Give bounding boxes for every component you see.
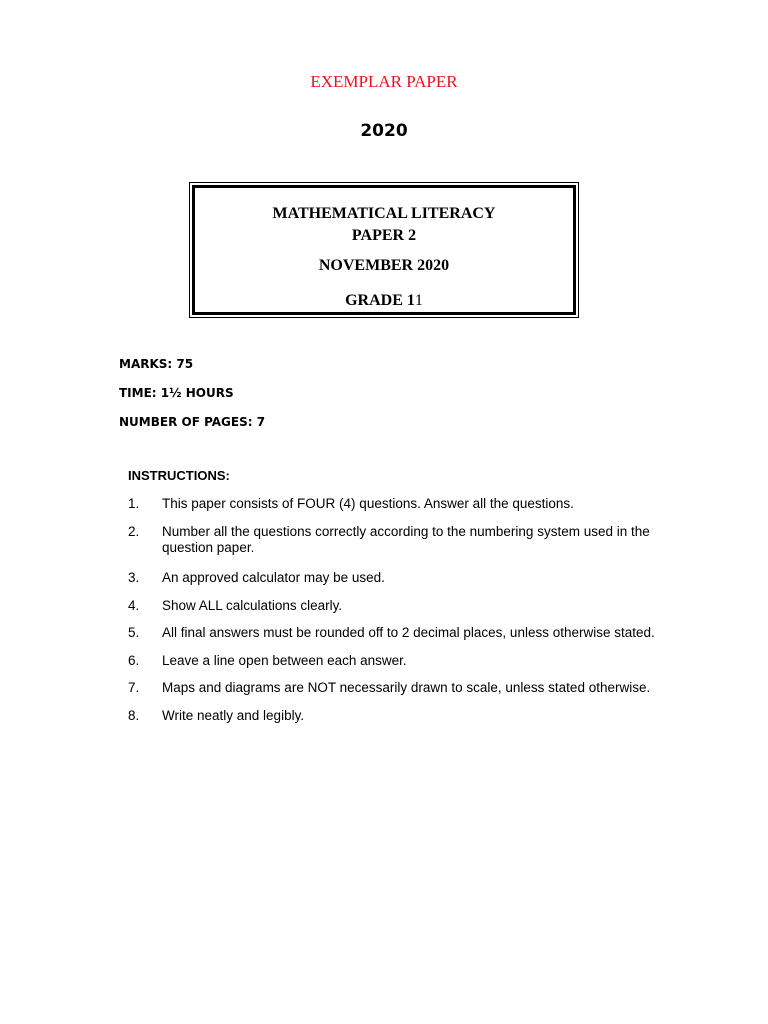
- grade-prefix: GRADE 1: [345, 292, 415, 309]
- instruction-text: Maps and diagrams are NOT necessarily drawn to scale, unless stated otherwise.: [162, 680, 651, 695]
- instruction-item: [128, 598, 688, 614]
- instruction-number: 3.: [128, 570, 140, 585]
- instruction-number: 2.: [128, 524, 140, 539]
- paper-year: 2020: [360, 121, 408, 141]
- title-box: [189, 182, 579, 318]
- instruction-number: 6.: [128, 653, 140, 668]
- instruction-text: All final answers must be rounded off to 2 decimal places, unless otherwise stated.: [162, 625, 655, 640]
- paper-number: PAPER 2: [351, 227, 417, 244]
- instruction-item: [128, 680, 688, 696]
- title-box-inner: [192, 185, 576, 315]
- instruction-text: An approved calculator may be used.: [162, 570, 385, 585]
- instruction-number: 8.: [128, 708, 140, 723]
- instruction-number: 7.: [128, 680, 140, 695]
- instruction-text: Number all the questions correctly according to the numbering system used in the question paper.: [162, 524, 650, 555]
- instruction-text: Leave a line open between each answer.: [162, 653, 407, 668]
- grade-suffix: 1: [414, 292, 423, 309]
- pages-info: NUMBER OF PAGES: 7: [119, 415, 266, 429]
- grade-label: [195, 292, 573, 310]
- instruction-item: [128, 496, 688, 512]
- subject-title: MATHEMATICAL LITERACY: [272, 205, 496, 222]
- instruction-number: 1.: [128, 496, 140, 511]
- instruction-number: 5.: [128, 625, 140, 640]
- time-info: TIME: 1½ HOURS: [119, 386, 234, 400]
- exam-session: NOVEMBER 2020: [318, 257, 450, 274]
- instruction-item: [128, 524, 688, 556]
- instruction-item: [128, 570, 688, 586]
- instruction-item: [128, 625, 688, 641]
- instructions-heading: INSTRUCTIONS:: [128, 468, 230, 483]
- marks-info: MARKS: 75: [119, 357, 194, 371]
- instruction-text: Write neatly and legibly.: [162, 708, 305, 723]
- instruction-number: 4.: [128, 598, 140, 613]
- exemplar-label: EXEMPLAR PAPER: [310, 72, 458, 91]
- instruction-item: [128, 653, 688, 669]
- instruction-text: Show ALL calculations clearly.: [162, 598, 343, 613]
- instruction-item: [128, 708, 688, 724]
- instruction-text: This paper consists of FOUR (4) questions. Answer all the questions.: [162, 496, 574, 511]
